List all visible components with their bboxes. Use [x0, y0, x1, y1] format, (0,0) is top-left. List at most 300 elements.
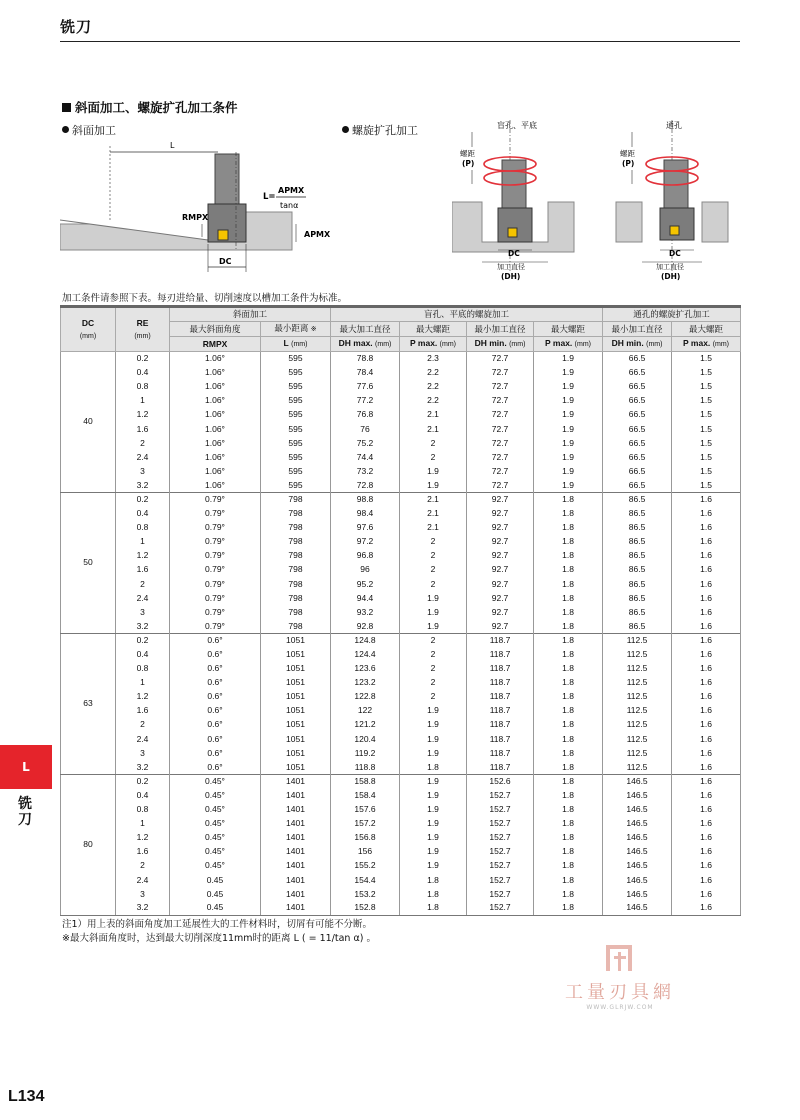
table-cell: 118.7: [467, 676, 534, 690]
table-cell: 1051: [261, 746, 331, 760]
table-cell: 112.5: [603, 760, 672, 774]
table-cell: 595: [261, 450, 331, 464]
table-cell: 1051: [261, 647, 331, 661]
table-cell: 798: [261, 535, 331, 549]
table-cell: 1401: [261, 774, 331, 788]
table-cell: 0.79°: [170, 605, 261, 619]
table-cell: 152.8: [331, 901, 400, 915]
table-cell: 0.4: [116, 366, 170, 380]
table-cell: 1.8: [534, 676, 603, 690]
table-cell: 66.5: [603, 478, 672, 492]
table-cell: 112.5: [603, 676, 672, 690]
table-cell: 118.7: [467, 732, 534, 746]
cutting-conditions-table: [60, 305, 741, 916]
side-tab-letter: L: [22, 760, 30, 774]
table-cell: 1.9: [534, 450, 603, 464]
through-dh-text: 加工直径: [656, 263, 684, 271]
col-dh-min-2: [603, 337, 672, 352]
table-cell: 2: [116, 859, 170, 873]
table-cell: 1.06°: [170, 436, 261, 450]
table-cell: 1051: [261, 676, 331, 690]
table-cell: 1.6: [672, 492, 741, 506]
table-cell: 1.06°: [170, 394, 261, 408]
table-cell: 1.9: [534, 422, 603, 436]
table-cell: 0.79°: [170, 577, 261, 591]
table-row: [61, 788, 741, 802]
table-cell: 1401: [261, 873, 331, 887]
table-cell: 1.06°: [170, 422, 261, 436]
table-cell: 112.5: [603, 647, 672, 661]
table-cell: 152.7: [467, 817, 534, 831]
col-dh-min: [467, 337, 534, 352]
table-cell: 595: [261, 394, 331, 408]
table-cell: 2: [116, 436, 170, 450]
table-cell: 1.6: [672, 690, 741, 704]
table-cell: 66.5: [603, 450, 672, 464]
table-cell: 98.4: [331, 507, 400, 521]
table-cell: 1.6: [672, 803, 741, 817]
col-re-unit: (mm): [134, 332, 151, 340]
table-cell: 1.8: [534, 887, 603, 901]
table-cell: 595: [261, 408, 331, 422]
table-cell: 2.1: [400, 408, 467, 422]
table-cell: 146.5: [603, 873, 672, 887]
table-cell: 1.8: [534, 845, 603, 859]
table-cell: 1051: [261, 690, 331, 704]
table-cell: 0.2: [116, 352, 170, 366]
table-row: [61, 535, 741, 549]
table-cell: 1.8: [534, 873, 603, 887]
table-cell: 1.5: [672, 394, 741, 408]
square-bullet-icon: [62, 103, 71, 112]
table-cell: 153.2: [331, 887, 400, 901]
table-cell: 1.8: [534, 647, 603, 661]
col-p-max-label: P max.: [410, 338, 438, 348]
table-row: [61, 521, 741, 535]
table-cell: 1.8: [534, 817, 603, 831]
dc-cell: 80: [61, 774, 116, 915]
table-cell: 74.4: [331, 450, 400, 464]
table-cell: 798: [261, 492, 331, 506]
table-cell: 1.9: [400, 817, 467, 831]
dc-label: DC: [219, 257, 232, 266]
table-cell: 66.5: [603, 394, 672, 408]
table-row: [61, 563, 741, 577]
table-cell: 1.6: [672, 591, 741, 605]
table-cell: 146.5: [603, 887, 672, 901]
group-through: 通孔的螺旋扩孔加工: [603, 307, 741, 322]
table-body: [61, 352, 741, 916]
table-cell: 1.8: [534, 746, 603, 760]
table-cell: 1401: [261, 901, 331, 915]
col-dh-min-unit: (mm): [509, 341, 526, 348]
table-cell: 0.2: [116, 774, 170, 788]
table-cell: 1.6: [672, 732, 741, 746]
table-cell: 120.4: [331, 732, 400, 746]
table-cell: 0.79°: [170, 591, 261, 605]
table-row: [61, 366, 741, 380]
table-cell: 1.06°: [170, 366, 261, 380]
page-header-title: 铣刀: [60, 18, 93, 36]
table-cell: 118.7: [467, 647, 534, 661]
col-dh-min-2-label: DH min.: [611, 338, 644, 348]
table-cell: 118.7: [467, 746, 534, 760]
watermark-logo-icon: [598, 942, 642, 974]
table-cell: 1.5: [672, 450, 741, 464]
table-cell: 1.8: [534, 492, 603, 506]
table-cell: 2: [400, 676, 467, 690]
table-cell: 0.79°: [170, 619, 261, 633]
table-cell: 156.8: [331, 831, 400, 845]
col-l-unit: (mm): [291, 341, 308, 348]
table-cell: 152.7: [467, 831, 534, 845]
table-row: [61, 704, 741, 718]
table-cell: 96.8: [331, 549, 400, 563]
table-cell: 1.9: [400, 732, 467, 746]
col-dh-max: [331, 337, 400, 352]
table-cell: 1.9: [534, 408, 603, 422]
table-cell: 1.8: [534, 774, 603, 788]
table-cell: 1.6: [672, 704, 741, 718]
table-cell: 92.7: [467, 507, 534, 521]
table-cell: 112.5: [603, 704, 672, 718]
table-row: [61, 859, 741, 873]
side-tab[interactable]: [0, 745, 52, 789]
col-min-dia: 最小加工直径: [467, 322, 534, 337]
table-cell: 155.2: [331, 859, 400, 873]
col-max-pitch-2: 最大螺距: [534, 322, 603, 337]
blind-dh-text: 加工直径: [497, 263, 525, 271]
table-cell: 1.6: [672, 521, 741, 535]
through-workpiece-right: [702, 202, 728, 242]
formula-lhs: L=: [263, 192, 276, 202]
table-cell: 146.5: [603, 803, 672, 817]
table-cell: 595: [261, 380, 331, 394]
table-cell: 1.6: [672, 577, 741, 591]
table-cell: 1.2: [116, 831, 170, 845]
table-cell: 1.9: [400, 845, 467, 859]
table-cell: 798: [261, 507, 331, 521]
dc-cell: 50: [61, 492, 116, 633]
table-cell: 152.7: [467, 845, 534, 859]
table-cell: 1.6: [672, 817, 741, 831]
table-cell: 2.2: [400, 394, 467, 408]
table-cell: 1.6: [672, 549, 741, 563]
table-cell: 98.8: [331, 492, 400, 506]
through-insert: [670, 226, 679, 235]
table-cell: 2.2: [400, 366, 467, 380]
table-cell: 0.79°: [170, 535, 261, 549]
table-cell: 118.7: [467, 704, 534, 718]
table-row: [61, 605, 741, 619]
table-cell: 798: [261, 605, 331, 619]
table-cell: 1051: [261, 704, 331, 718]
table-cell: 0.2: [116, 633, 170, 647]
table-cell: 78.8: [331, 352, 400, 366]
table-cell: 0.6°: [170, 732, 261, 746]
table-row: [61, 591, 741, 605]
table-cell: 1.6: [672, 901, 741, 915]
table-cell: 1051: [261, 732, 331, 746]
table-cell: 1.5: [672, 478, 741, 492]
table-cell: 1.9: [534, 366, 603, 380]
table-row: [61, 352, 741, 366]
table-cell: 1.9: [534, 352, 603, 366]
table-cell: 1.8: [534, 718, 603, 732]
table-cell: 1.06°: [170, 352, 261, 366]
table-row: [61, 619, 741, 633]
apmx-label: APMX: [304, 230, 331, 239]
table-cell: 2: [400, 633, 467, 647]
watermark-url: WWW.GLRJW.COM: [586, 1004, 654, 1011]
table-row: [61, 507, 741, 521]
table-row: [61, 817, 741, 831]
table-row: [61, 831, 741, 845]
table-cell: 2.1: [400, 492, 467, 506]
table-cell: 1.8: [400, 901, 467, 915]
table-cell: 92.7: [467, 492, 534, 506]
table-cell: 123.6: [331, 662, 400, 676]
table-cell: 0.79°: [170, 492, 261, 506]
table-cell: 72.7: [467, 394, 534, 408]
formula-num: APMX: [278, 186, 305, 195]
table-cell: 72.7: [467, 478, 534, 492]
table-cell: 0.6°: [170, 746, 261, 760]
table-cell: 0.79°: [170, 521, 261, 535]
table-cell: 0.4: [116, 788, 170, 802]
table-cell: 86.5: [603, 521, 672, 535]
table-cell: 1.9: [400, 619, 467, 633]
table-cell: 1.9: [400, 859, 467, 873]
table-cell: 112.5: [603, 690, 672, 704]
table-row: [61, 676, 741, 690]
table-cell: 1.9: [400, 746, 467, 760]
table-cell: 1051: [261, 662, 331, 676]
table-cell: 3.2: [116, 901, 170, 915]
table-cell: 119.2: [331, 746, 400, 760]
table-cell: 0.45°: [170, 788, 261, 802]
table-cell: 152.7: [467, 901, 534, 915]
col-re: [116, 307, 170, 352]
table-cell: 1.8: [534, 577, 603, 591]
table-cell: 2: [400, 436, 467, 450]
table-cell: 1: [116, 535, 170, 549]
table-cell: 86.5: [603, 591, 672, 605]
through-pitch-label: 螺距: [620, 149, 635, 158]
table-cell: 0.6°: [170, 647, 261, 661]
table-row: [61, 464, 741, 478]
table-cell: 798: [261, 577, 331, 591]
table-cell: 1.5: [672, 366, 741, 380]
table-cell: 152.6: [467, 774, 534, 788]
table-cell: 3.2: [116, 478, 170, 492]
table-cell: 595: [261, 436, 331, 450]
table-cell: 0.4: [116, 647, 170, 661]
table-cell: 96: [331, 563, 400, 577]
table-cell: 157.2: [331, 817, 400, 831]
table-cell: 2.1: [400, 521, 467, 535]
table-cell: 72.7: [467, 352, 534, 366]
col-p-max-3-unit: (mm): [712, 341, 730, 348]
table-cell: 1.8: [400, 760, 467, 774]
table-row: [61, 718, 741, 732]
table-cell: 72.7: [467, 436, 534, 450]
table-cell: 1.06°: [170, 380, 261, 394]
table-cell: 112.5: [603, 746, 672, 760]
formula-den: tanα: [280, 201, 299, 210]
col-l: [261, 337, 331, 352]
table-row: [61, 647, 741, 661]
table-cell: 2.1: [400, 507, 467, 521]
table-cell: 798: [261, 521, 331, 535]
table-cell: 1: [116, 394, 170, 408]
table-row: [61, 803, 741, 817]
table-cell: 118.7: [467, 662, 534, 676]
table-cell: 157.6: [331, 803, 400, 817]
table-cell: 1.9: [400, 591, 467, 605]
table-cell: 94.4: [331, 591, 400, 605]
col-dc: [61, 307, 116, 352]
table-cell: 1.8: [534, 704, 603, 718]
table-cell: 1.6: [672, 563, 741, 577]
table-cell: 158.4: [331, 788, 400, 802]
table-cell: 92.7: [467, 605, 534, 619]
table-cell: 123.2: [331, 676, 400, 690]
table-cell: 118.7: [467, 690, 534, 704]
table-cell: 92.8: [331, 619, 400, 633]
table-row: [61, 690, 741, 704]
col-dh-max-unit: (mm): [375, 341, 392, 348]
blind-pitch-p: (P): [462, 159, 475, 168]
table-cell: 0.45: [170, 887, 261, 901]
table-cell: 1401: [261, 845, 331, 859]
col-p-max-3-label: P max.: [683, 338, 711, 348]
dc-cell: 40: [61, 352, 116, 493]
table-cell: 0.4: [116, 507, 170, 521]
through-title: 通孔: [666, 121, 682, 130]
table-cell: 1.9: [534, 436, 603, 450]
table-cell: 146.5: [603, 859, 672, 873]
table-cell: 0.6°: [170, 760, 261, 774]
table-cell: 92.7: [467, 535, 534, 549]
table-cell: 124.4: [331, 647, 400, 661]
table-cell: 3: [116, 746, 170, 760]
col-max-dia: 最大加工直径: [331, 322, 400, 337]
table-cell: 77.2: [331, 394, 400, 408]
table-cell: 0.79°: [170, 563, 261, 577]
col-p-max-3: [672, 337, 741, 352]
through-dc-label: DC: [669, 249, 681, 258]
table-cell: 1.6: [672, 887, 741, 901]
table-cell: 1.5: [672, 422, 741, 436]
col-re-label: RE: [136, 317, 149, 328]
section-title-text: 斜面加工、螺旋扩孔加工条件: [75, 100, 238, 115]
table-cell: 2: [400, 690, 467, 704]
table-row: [61, 408, 741, 422]
table-cell: 1.8: [534, 859, 603, 873]
table-cell: 2.4: [116, 732, 170, 746]
table-cell: 112.5: [603, 662, 672, 676]
table-cell: 86.5: [603, 619, 672, 633]
col-min-dia-2: 最小加工直径: [603, 322, 672, 337]
table-cell: 1.6: [672, 831, 741, 845]
table-cell: 2: [400, 563, 467, 577]
table-cell: 1.6: [116, 845, 170, 859]
col-dh-max-label: DH max.: [338, 338, 373, 348]
table-cell: 1.6: [672, 605, 741, 619]
table-cell: 152.7: [467, 887, 534, 901]
table-cell: 3: [116, 887, 170, 901]
table-cell: 1.6: [672, 788, 741, 802]
table-cell: 72.7: [467, 422, 534, 436]
table-cell: 0.45°: [170, 803, 261, 817]
table-cell: 1.6: [116, 563, 170, 577]
table-cell: 1.8: [534, 633, 603, 647]
col-max-pitch: 最大螺距: [400, 322, 467, 337]
blind-dh-label: (DH): [501, 272, 521, 281]
table-cell: 1.9: [534, 380, 603, 394]
group-ramp: 斜面加工: [170, 307, 331, 322]
table-cell: 92.7: [467, 591, 534, 605]
table-cell: 97.2: [331, 535, 400, 549]
table-cell: 2: [400, 662, 467, 676]
table-cell: 3.2: [116, 619, 170, 633]
table-cell: 1.8: [534, 507, 603, 521]
table-cell: 1: [116, 676, 170, 690]
table-cell: 1.06°: [170, 450, 261, 464]
table-cell: 1.9: [534, 464, 603, 478]
table-cell: 595: [261, 422, 331, 436]
table-cell: 72.7: [467, 464, 534, 478]
table-cell: 152.7: [467, 859, 534, 873]
col-p-max-2-unit: (mm): [574, 341, 591, 348]
table-row: [61, 577, 741, 591]
table-cell: 158.8: [331, 774, 400, 788]
col-dh-min-2-unit: (mm): [646, 341, 663, 348]
table-row: [61, 478, 741, 492]
table-cell: 0.79°: [170, 549, 261, 563]
table-cell: 1.9: [400, 831, 467, 845]
table-cell: 1401: [261, 803, 331, 817]
ramp-insert: [218, 230, 228, 240]
table-cell: 1.8: [534, 662, 603, 676]
footnote-1: 注1）用上表的斜面角度加工延展性大的工件材料时，切屑有可能不分断。: [62, 919, 373, 930]
table-cell: 798: [261, 591, 331, 605]
table-cell: 1.8: [534, 605, 603, 619]
helix-label-text: 螺旋扩孔加工: [352, 124, 418, 137]
table-cell: 146.5: [603, 774, 672, 788]
table-row: [61, 732, 741, 746]
table-cell: 1.5: [672, 380, 741, 394]
table-cell: 72.7: [467, 380, 534, 394]
col-p-max: [400, 337, 467, 352]
col-p-max-2-label: P max.: [545, 338, 573, 348]
table-cell: 1401: [261, 788, 331, 802]
table-cell: 1.8: [534, 901, 603, 915]
table-row: [61, 873, 741, 887]
table-cell: 92.7: [467, 619, 534, 633]
table-cell: 77.6: [331, 380, 400, 394]
table-cell: 1.2: [116, 549, 170, 563]
table-cell: 595: [261, 366, 331, 380]
table-cell: 118.7: [467, 633, 534, 647]
through-pitch-p: (P): [622, 159, 635, 168]
table-cell: 66.5: [603, 436, 672, 450]
table-cell: 76.8: [331, 408, 400, 422]
table-cell: 112.5: [603, 732, 672, 746]
table-cell: 798: [261, 549, 331, 563]
table-cell: 121.2: [331, 718, 400, 732]
